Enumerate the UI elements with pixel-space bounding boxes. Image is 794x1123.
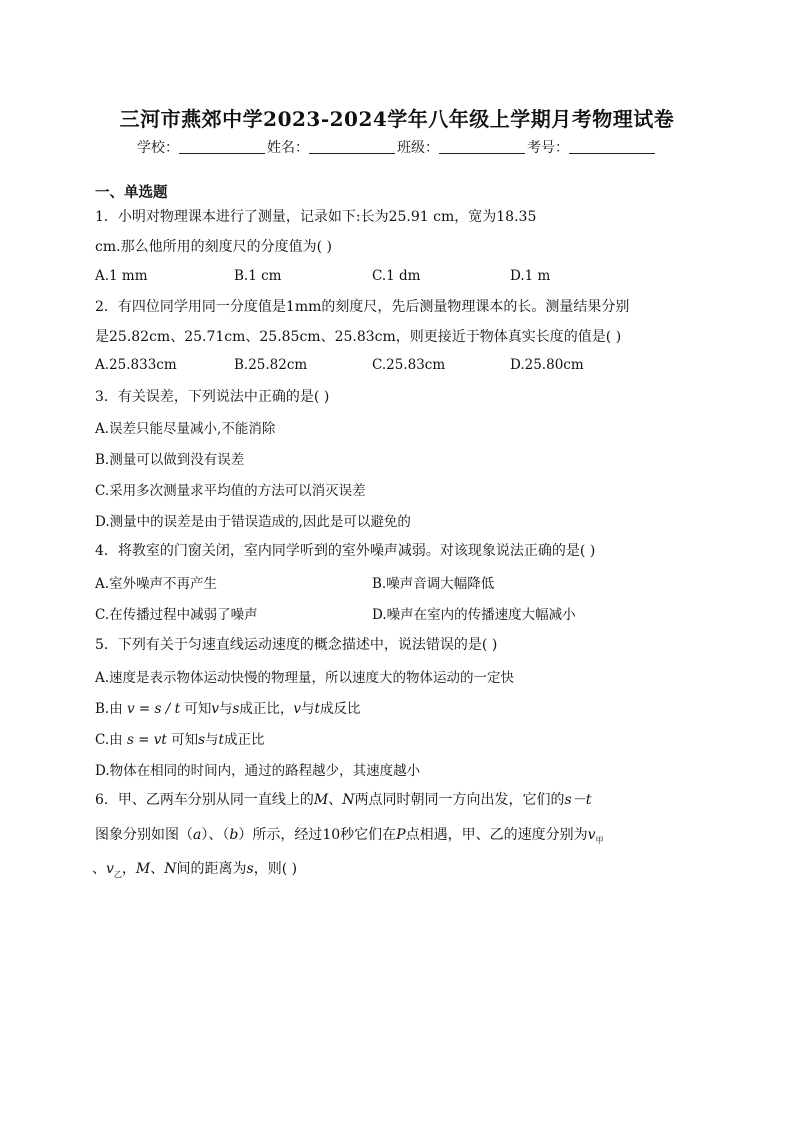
q5-c-formula: s = vt	[126, 732, 167, 748]
q5-option-b	[95, 697, 360, 717]
q4-option-b: B.噪声音调大幅降低	[372, 576, 495, 592]
q5-b-formula: v = s / t	[127, 701, 181, 717]
class-label: 班级：	[397, 140, 439, 156]
q6-point-n: N	[342, 792, 355, 808]
q1-stem-line2: cm.那么他所用的刻度尺的分度值为( )	[95, 239, 332, 255]
q5-c-prefix: C.由	[95, 732, 123, 748]
q5-c-text2: 与	[205, 732, 219, 748]
q5-option-a: A.速度是表示物体运动快慢的物理量，所以速度大的物体运动的一定快	[95, 670, 515, 686]
q6-sep: 、	[328, 792, 343, 808]
q6-text7: 、	[92, 861, 106, 877]
student-info-row	[0, 137, 794, 157]
q5-c-var-t: t	[218, 732, 224, 748]
q6-st-graph: s－t	[564, 792, 592, 808]
q5-option-c	[95, 728, 264, 748]
q5-b-var-s: s	[232, 701, 240, 717]
q2-stem-line2: 是25.82cm、25.71cm、25.85cm、25.83cm，则更接近于物体真实长度的值是( )	[95, 329, 622, 345]
q5-c-text1: 可知	[171, 732, 199, 748]
q3-option-a: A.误差只能尽量减小,不能消除	[95, 421, 276, 437]
q6-text10: ，则( )	[253, 861, 298, 877]
q2-option-d: D.25.80cm	[510, 357, 584, 373]
school-label: 学校：	[137, 140, 179, 156]
q6-jia-sub: 甲	[595, 835, 604, 845]
q6-point-p: P	[396, 827, 406, 843]
q6-text1: 6．甲、乙两车分别从同一直线上的	[95, 792, 314, 808]
q4-option-d: D.噪声在室内的传播速度大幅减小	[372, 607, 576, 623]
q5-b-text4: 与	[301, 701, 315, 717]
q1-option-d: D.1 m	[510, 268, 551, 284]
q6-text5: ）所示，经过10秒它们在	[238, 827, 397, 843]
q6-text8: ，	[121, 861, 136, 877]
q6-text3: 图象分别如图（	[95, 827, 193, 843]
q5-option-d: D.物体在相同的时间内，通过的路程越少，其速度越小	[95, 763, 421, 779]
q6-stem-line1	[95, 789, 591, 809]
q5-b-var-v2: v	[293, 701, 302, 717]
q3-option-b: B.测量可以做到没有误差	[95, 452, 245, 468]
q5-b-var-t: t	[314, 701, 320, 717]
q5-b-text3: 成正比，	[239, 701, 294, 717]
q6-point-n2: N	[164, 861, 177, 877]
q2-option-a: A.25.833cm	[95, 357, 177, 373]
q6-point-m2: M	[135, 861, 151, 877]
q1-option-c: C.1 dm	[372, 268, 421, 284]
number-blank[interactable]	[569, 139, 655, 154]
page-title: 三河市燕郊中学2023-2024学年八年级上学期月考物理试卷	[119, 107, 675, 131]
q6-stem-line3	[92, 858, 297, 880]
q5-stem: 5．下列有关于匀速直线运动速度的概念描述中，说法错误的是( )	[95, 637, 498, 653]
q4-option-c: C.在传播过程中减弱了噪声	[95, 607, 258, 623]
q6-point-m: M	[313, 792, 329, 808]
q6-stem-line2	[95, 824, 604, 846]
number-label: 考号：	[527, 140, 569, 156]
q1-option-b: B.1 cm	[234, 268, 282, 284]
q5-b-text1: 可知	[184, 701, 212, 717]
q6-text4: ）、（	[201, 827, 230, 843]
class-blank[interactable]	[439, 139, 525, 154]
q2-option-c: C.25.83cm	[372, 357, 446, 373]
q1-option-a: A.1 mm	[95, 268, 148, 284]
q6-text9: 间的距离为	[176, 861, 247, 877]
q6-yi-sub: 乙	[113, 869, 122, 879]
q5-b-prefix: B.由	[95, 701, 123, 717]
q6-fig-b: b	[229, 827, 239, 843]
name-blank[interactable]	[309, 139, 395, 154]
q3-stem: 3．有关误差，下列说法中正确的是( )	[95, 389, 330, 405]
q6-text6: 点相遇，甲、乙的速度分别为	[405, 827, 588, 843]
name-label: 姓名：	[267, 140, 309, 156]
q6-v-jia: v	[587, 827, 596, 843]
q6-text2: 两点同时朝同一方向出发，它们的	[354, 792, 565, 808]
q4-stem: 4．将教室的门窗关闭，室内同学听到的室外噪声减弱。对该现象说法正确的是( )	[95, 543, 596, 559]
q5-b-text2: 与	[218, 701, 233, 717]
q3-option-c: C.采用多次测量求平均值的方法可以消灭误差	[95, 483, 366, 499]
q6-var-s: s	[246, 861, 254, 877]
q6-sep2: 、	[150, 861, 165, 877]
q5-b-var-v1: v	[211, 701, 219, 717]
q2-stem-line1: 2．有四位同学用同一分度值是1mm的刻度尺，先后测量物理课本的长。测量结果分别	[95, 299, 630, 315]
q3-option-d: D.测量中的误差是由于错误造成的,因此是可以避免的	[95, 514, 411, 530]
q6-fig-a: a	[193, 827, 202, 843]
school-blank[interactable]	[179, 139, 265, 154]
q5-b-text5: 成反比	[319, 701, 361, 717]
q6-v-yi: v	[106, 861, 114, 877]
q2-option-b: B.25.82cm	[234, 357, 308, 373]
q5-c-text3: 成正比	[223, 732, 265, 748]
q1-stem-line1: 1．小明对物理课本进行了测量，记录如下:长为25.91 cm，宽为18.35	[95, 209, 537, 225]
q4-option-a: A.室外噪声不再产生	[95, 576, 218, 592]
q5-c-var-s: s	[198, 732, 206, 748]
section-heading: 一、单选题	[95, 184, 168, 201]
